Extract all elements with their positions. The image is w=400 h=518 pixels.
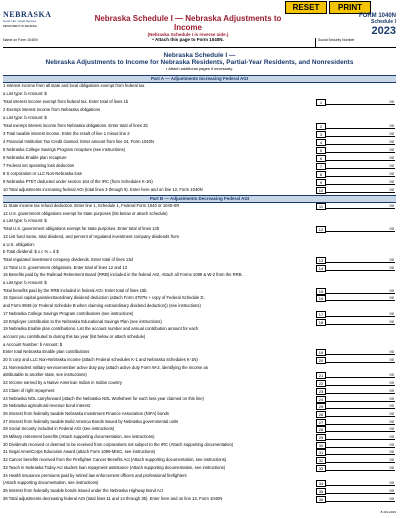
amount-input[interactable]: [325, 457, 395, 463]
form-line: [3, 303, 396, 311]
form-line: [3, 326, 396, 334]
form-line-text: 34 Health insurance premiums paid by retired law enforcement officers and professional firefighters: [3, 472, 187, 478]
form-line: [3, 179, 396, 187]
form-line: [3, 226, 396, 234]
amount-column: [316, 496, 396, 504]
amount-column: [316, 179, 396, 187]
form-line: [3, 83, 396, 91]
page-title: Nebraska Schedule I — Nebraska Adjustments to Income: [94, 14, 282, 32]
amount-input[interactable]: [325, 203, 395, 209]
cents: 00: [389, 434, 394, 439]
amount-input[interactable]: [325, 187, 395, 193]
form-id-block: [359, 13, 396, 37]
form-line-text: a List type: b Amount: $: [3, 91, 47, 96]
line-number: 26: [316, 411, 326, 418]
form-line: [3, 419, 396, 427]
form-line-text: 20 S corp and LLC Non-Nebraska income (attach Federal schedules K-1 and Nebraska Schedules K-1N): [3, 357, 198, 362]
amount-input[interactable]: [325, 288, 395, 294]
cents: 00: [389, 372, 394, 378]
amount-column: [316, 457, 396, 465]
amount-input[interactable]: [325, 434, 395, 440]
form-line: [3, 211, 396, 219]
cents: 00: [389, 99, 394, 104]
reset-button[interactable]: RESET: [285, 1, 327, 14]
form-line-text: 2 Exempt interest income from Nebraska obligations: [3, 107, 101, 112]
line-number: 13: [316, 257, 326, 264]
form-line-text: 22 Income earned by a Native American Indian in Indian country: [3, 380, 122, 386]
amount-column: [316, 311, 396, 319]
schedule-label: Schedule I: [370, 19, 396, 25]
form-line: [3, 426, 396, 434]
amount-input[interactable]: [325, 155, 395, 161]
line-number: 11: [316, 203, 326, 210]
amount-column: [316, 488, 396, 496]
form-number: FORM 1040N: [358, 13, 396, 19]
form-line: [3, 442, 396, 450]
form-line: [3, 218, 396, 226]
line-number: 5: [316, 147, 326, 154]
amount-input[interactable]: [325, 349, 395, 355]
form-line: [3, 473, 396, 481]
print-button[interactable]: PRINT: [329, 1, 371, 14]
form-line: [3, 249, 396, 257]
form-line: [3, 131, 396, 139]
line-number: 22: [316, 380, 326, 387]
amount-input[interactable]: [325, 396, 395, 402]
line-number: 8: [316, 171, 326, 178]
form-line-text: 30 Dividends received or deemed to be received from corporations not subject to the IRC (Attach supporting documentation): [3, 441, 234, 447]
revision-number: 8-419-2023: [380, 510, 396, 514]
line-number: 31: [316, 449, 326, 456]
cents: 00: [389, 395, 394, 401]
amount-column: [316, 163, 396, 171]
line-number: 18: [316, 319, 326, 326]
amount-input[interactable]: [325, 380, 395, 386]
ssn-field[interactable]: Social Security Number: [315, 38, 355, 47]
line-number: 27: [316, 419, 326, 426]
amount-column: [316, 372, 396, 380]
line-number: 33: [316, 465, 326, 472]
line-number: 19: [316, 349, 326, 356]
cents: 00: [389, 464, 394, 470]
form-line-text: 27 Interest from federally taxable Build America Bonds issued by Nebraska governmental units: [3, 418, 179, 424]
amount-column: [316, 303, 396, 311]
form-line-text: Total U.S. government obligations exempt for state purposes. Enter total of lines 12b: [3, 226, 160, 232]
form-line: [3, 234, 396, 242]
line-number: 6: [316, 155, 326, 162]
amount-input[interactable]: [325, 357, 395, 363]
form-line-text: 5 Nebraska College Savings Program recapture (see instructions): [3, 147, 125, 152]
form-line: [3, 123, 396, 131]
cents: 00: [389, 187, 394, 192]
amount-column: [316, 419, 396, 427]
amount-input[interactable]: [325, 311, 395, 317]
cents: 00: [389, 310, 394, 316]
amount-column: [316, 83, 396, 91]
line-number: 1: [316, 99, 326, 106]
form-line-text: 25 Nebraska agricultural revenue bond interest: [3, 403, 91, 409]
amount-column: [316, 388, 396, 396]
form-line-text: 29 Military retirement benefits (Attach supporting documentation, see instructions): [3, 434, 155, 439]
form-line-text: 28 Social Security included in Federal AGI (see instructions): [3, 426, 115, 432]
logo-tagline: Good Life. Great Service.: [3, 19, 37, 23]
form-line: [3, 349, 396, 357]
amount-column: [316, 480, 396, 488]
form-line-text: 15 Benefits paid by the Railroad Retirement Board (RRB) included in the federal AGI. Attach all Forms 1099 & W-2 from the RRB.: [3, 272, 243, 278]
cents: 00: [389, 449, 394, 455]
line-number: 28: [316, 426, 326, 433]
form-line-text: Total benefits paid by the RRB included in federal AGI. Enter total of lines 15b: [3, 287, 147, 293]
amount-column: [316, 211, 396, 219]
form-line: [3, 163, 396, 171]
amount-column: [316, 426, 396, 434]
amount-column: [316, 365, 396, 373]
form-line: [3, 372, 396, 380]
cents: 00: [389, 123, 394, 128]
cents: 00: [389, 295, 394, 301]
cents: 00: [389, 287, 394, 293]
form-line-text: 35 Interest from federally taxable bonds issued under the Nebraska Highway Bond Act: [3, 487, 163, 493]
amount-input[interactable]: [325, 319, 395, 325]
amount-column: [316, 380, 396, 388]
amount-column: [316, 131, 396, 139]
line-number: 24: [316, 396, 326, 403]
amount-input[interactable]: [325, 388, 395, 394]
cents: 00: [389, 163, 394, 168]
amount-column: [316, 257, 396, 265]
form-line-text: 36 Total adjustments decreasing federal AGI (total lines 11 and 14 through 35). Enter here and on line 13, Form 1040N: [3, 495, 223, 501]
amount-input[interactable]: [325, 226, 395, 232]
logo-name: NEBRASKA: [3, 10, 52, 19]
amount-column: [316, 218, 396, 226]
amount-column: [316, 465, 396, 473]
amount-column: [316, 203, 396, 211]
main-title-block: [3, 52, 396, 71]
form-line-text: (Attach supporting documentation, see instructions): [3, 480, 99, 486]
form-line-text: 33 Teach in Nebraska Today Act student loan repayment assistance (Attach supporting documentation, see instructions): [3, 464, 226, 470]
form-line-text: account you contributed to during this tax year (list below or attach schedule): [3, 333, 146, 339]
amount-column: [316, 242, 396, 250]
form-line-text: b Total dividend: $ x c % = d $: [3, 249, 59, 255]
form-line-text: 32 Cancer benefits received from the Firefighter Cancer Benefits Act (Attach supporting documentation, see instructions): [3, 457, 227, 463]
amount-input[interactable]: [325, 449, 395, 455]
cents: 00: [389, 155, 394, 160]
line-number: 25: [316, 403, 326, 410]
cents: 00: [389, 441, 394, 447]
form-line: [3, 147, 396, 155]
amount-column: [316, 349, 396, 357]
form-line-text: 13 List fund name, total dividend, and percent of regulated investment company dividends from: [3, 233, 179, 239]
amount-column: [316, 272, 396, 280]
amount-input[interactable]: [325, 163, 395, 169]
line-number: 17: [316, 311, 326, 318]
amount-input[interactable]: [325, 131, 395, 137]
form-line: [3, 496, 396, 504]
amount-column: [316, 334, 396, 342]
amount-column: [316, 288, 396, 296]
line-number: 30: [316, 442, 326, 449]
line-number: 35: [316, 488, 326, 495]
cents: 00: [389, 357, 394, 362]
form-line-text: 6 Nebraska Enable plan recapture: [3, 155, 67, 160]
form-line-text: a Account Number: b Amount: $: [3, 341, 63, 347]
line-number: 10: [316, 187, 326, 194]
form-line: [3, 257, 396, 265]
amount-column: [316, 442, 396, 450]
form-line-text: 8 S corporation or LLC Non-Nebraska loss: [3, 171, 82, 176]
amount-input[interactable]: [325, 403, 395, 409]
cents: 00: [389, 203, 394, 208]
form-line-text: a List type: b Amount: $: [3, 280, 47, 285]
amount-input[interactable]: [325, 139, 395, 145]
form-line: [3, 388, 396, 396]
form-line: [3, 295, 396, 303]
form-line: [3, 155, 396, 163]
form-line-text: 24 Nebraska NOL carryforward (attach the Nebraska NOL Worksheet for each loss year claimed on this line): [3, 395, 204, 401]
form-line-text: attributable to another state, see instructions): [3, 372, 87, 378]
cents: 00: [389, 480, 394, 486]
cents: 00: [389, 457, 394, 463]
cents: 00: [389, 380, 394, 386]
line-number: 34: [316, 480, 326, 487]
line-number: 7: [316, 163, 326, 170]
cents: 00: [389, 403, 394, 409]
amount-column: [316, 473, 396, 481]
header-attach: • Attach this page to Form 1040N.: [152, 37, 224, 42]
nebraska-logo: [3, 10, 55, 28]
form-line-text: 21 Nonresident military servicemember active duty pay (attach active duty Form W-2, identifying the income as: [3, 364, 208, 370]
cents: 00: [389, 171, 394, 176]
form-line: [3, 242, 396, 250]
cents: 00: [389, 147, 394, 152]
form-line: [3, 91, 396, 99]
form-line-text: 17 Nebraska College Savings Program contributions (see instructions): [3, 310, 134, 316]
amount-input[interactable]: [325, 442, 395, 448]
form-line: [3, 187, 396, 195]
form-line: [3, 265, 396, 273]
amount-column: [316, 147, 396, 155]
form-line: [3, 365, 396, 373]
form-line: [3, 107, 396, 115]
form-line-text: 10 Total adjustments increasing federal AGI (total lines 3 through 9). Enter here and on line 12, Form 1040N: [3, 187, 203, 192]
form-line: [3, 449, 396, 457]
line-number: 21: [316, 372, 326, 379]
form-line: [3, 272, 396, 280]
form-line-text: 7 Federal net operating loss deduction: [3, 163, 75, 168]
form-line: [3, 411, 396, 419]
amount-input[interactable]: [325, 372, 395, 378]
amount-input[interactable]: [325, 465, 395, 471]
amount-input[interactable]: [325, 265, 395, 271]
form-line: [3, 357, 396, 365]
tax-year: 2023: [371, 25, 396, 37]
main-title-3: • Attach additional pages if necessary.: [165, 66, 234, 71]
amount-column: [316, 434, 396, 442]
amount-input[interactable]: [325, 295, 395, 301]
amount-column: [316, 171, 396, 179]
amount-column: [316, 403, 396, 411]
line-number: 9: [316, 179, 326, 186]
part-b-header: Part B — Adjustments Decreasing Federal AGI: [3, 195, 396, 203]
form-line-text: Total regulated investment company dividends. Enter total of lines 13d: [3, 256, 133, 262]
form-line: [3, 139, 396, 147]
line-number: 14: [316, 265, 326, 272]
amount-column: [316, 326, 396, 334]
form-line-text: 16 Special capital gains/extraordinary dividend deduction (attach Form 4797N + copy of Federal Schedule D,: [3, 295, 205, 301]
logo-dept: DEPARTMENT OF REVENUE: [3, 25, 37, 28]
form-line-text: 14 Total U.S. government obligations. Enter total of lines 12 and 13: [3, 264, 127, 270]
cents: 00: [389, 139, 394, 144]
line-number: 15: [316, 288, 326, 295]
amount-column: [316, 342, 396, 350]
cents: 00: [389, 495, 394, 501]
form-line-text: Enter total Nebraska Enable plan contributions: [3, 349, 90, 355]
name-ssn-bar: [3, 38, 396, 48]
amount-column: [316, 280, 396, 288]
form-line-text: 18 Employer contribution to the Nebraska Educational Savings Plan (see instructions): [3, 318, 162, 324]
amount-column: [316, 411, 396, 419]
cents: 00: [389, 426, 394, 432]
amount-input[interactable]: [325, 426, 395, 432]
cents: 00: [389, 410, 394, 416]
amount-input[interactable]: [325, 179, 395, 185]
line-number: 4: [316, 139, 326, 146]
amount-input[interactable]: [325, 147, 395, 153]
form-line-text: Total interest income exempt from federal tax. Enter total of lines 1b: [3, 99, 129, 104]
line-number: 23: [316, 388, 326, 395]
amount-column: [316, 396, 396, 404]
amount-input[interactable]: [325, 123, 395, 129]
amount-input[interactable]: [325, 419, 395, 425]
form-line: [3, 171, 396, 179]
cents: 00: [389, 387, 394, 393]
amount-column: [316, 249, 396, 257]
amount-column: [316, 99, 396, 107]
form-line: [3, 434, 396, 442]
cents: 00: [389, 179, 394, 184]
amount-column: [316, 115, 396, 123]
form-line-text: 11 State income tax refund deduction. Enter line 1, Schedule 1, Federal Form 1040 or 1040-SR: [3, 203, 180, 208]
line-number: 20: [316, 357, 326, 364]
amount-column: [316, 139, 396, 147]
form-line-text: 1 Interest income from all state and local obligations exempt from federal tax: [3, 83, 145, 88]
form-line-text: a List type: b Amount: $: [3, 218, 47, 224]
header-subtitle: (Nebraska Schedule I is reverse side.): [147, 32, 229, 37]
form-line-text: 12 U.S. government obligations exempt for state purposes (list below or attach schedule): [3, 210, 168, 216]
form-line: [3, 334, 396, 342]
amount-input[interactable]: [325, 99, 395, 105]
form-line: [3, 465, 396, 473]
main-title-2: Nebraska Adjustments to Income for Nebraska Residents, Partial-Year Residents, and Nonresidents: [45, 59, 354, 66]
form-line: [3, 319, 396, 327]
amount-column: [316, 107, 396, 115]
amount-column: [316, 91, 396, 99]
amount-input[interactable]: [325, 488, 395, 494]
cents: 00: [389, 256, 394, 262]
form-line-text: 3 Total taxable interest income. Enter the result of line 1 minus line 2: [3, 131, 130, 136]
cents: 00: [389, 487, 394, 493]
part-a-header: Part A — Adjustments Increasing Federal AGI: [3, 75, 396, 83]
amount-column: [316, 123, 396, 131]
amount-column: [316, 234, 396, 242]
form-line: [3, 203, 396, 211]
form-line-text: 19 Nebraska Enable plan contributions. List the account number and annual contribution amount for each: [3, 326, 199, 332]
line-number: 16: [316, 295, 326, 302]
form-line: [3, 396, 396, 404]
amount-column: [316, 155, 396, 163]
amount-input[interactable]: [325, 411, 395, 417]
form-line: [3, 342, 396, 350]
cents: 00: [389, 349, 394, 355]
form-line: [3, 457, 396, 465]
amount-column: [316, 265, 396, 273]
amount-column: [316, 295, 396, 303]
form-line-text: 4 Financial Institution Tax Credit claimed. Enter amount from line 24, Form 1040N: [3, 139, 154, 144]
line-number: 3: [316, 131, 326, 138]
form-line: [3, 288, 396, 296]
line-number: 29: [316, 434, 326, 441]
amount-column: [316, 187, 396, 195]
line-number: 2: [316, 123, 326, 130]
form-line: [3, 480, 396, 488]
line-number: 32: [316, 457, 326, 464]
main-title-1: Nebraska Schedule I —: [163, 52, 236, 59]
amount-input[interactable]: [325, 496, 395, 502]
amount-column: [316, 449, 396, 457]
cents: 00: [389, 418, 394, 424]
cents: 00: [389, 226, 394, 232]
form-line: [3, 280, 396, 288]
cents: 00: [389, 318, 394, 324]
form-line-text: 23 Claim of right repayment: [3, 387, 55, 393]
form-line-text: 31 Segal AmeriCorps Education Award (attach Form 1099-MISC, see instructions): [3, 449, 156, 455]
form-line: [3, 115, 396, 123]
form-line-text: Total exempt interest income from Nebraska obligations. Enter total of lines 2b: [3, 123, 148, 128]
amount-column: [316, 226, 396, 234]
cents: 00: [389, 131, 394, 136]
amount-input[interactable]: [325, 171, 395, 177]
form-line-text: and Form 8949 (or Federal Schedule B when claiming extraordinary dividend deduction)) (see instructions): [3, 303, 201, 309]
cents: 00: [389, 264, 394, 270]
amount-input[interactable]: [325, 480, 395, 486]
form-line: [3, 99, 396, 107]
amount-column: [316, 319, 396, 327]
form-line: [3, 488, 396, 496]
line-number: 36: [316, 496, 326, 503]
name-field[interactable]: Name on Form 1040N: [3, 38, 38, 42]
amount-input[interactable]: [325, 257, 395, 263]
form-line-text: a List type: b Amount: $: [3, 115, 47, 120]
amount-column: [316, 357, 396, 365]
form-line: [3, 311, 396, 319]
line-number: 12: [316, 226, 326, 233]
form-line-text: 26 Interest from federally taxable Nebraska Investment Finance Association (NIFA) bonds: [3, 410, 169, 416]
form-line-text: 9 Nebraska PTET deducted under section 164 of the IRC (from Schedules K-1N): [3, 179, 153, 184]
form-line-text: a U.S. obligation:: [3, 241, 35, 247]
form-line: [3, 403, 396, 411]
form-line: [3, 380, 396, 388]
